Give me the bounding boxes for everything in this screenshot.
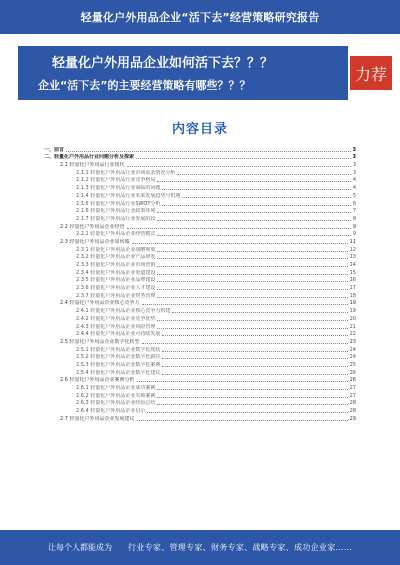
toc-entry[interactable] bbox=[44, 160, 356, 168]
toc-leader-dots bbox=[157, 328, 347, 329]
toc-entry-page: 27 bbox=[349, 392, 356, 399]
toc-entry[interactable] bbox=[44, 176, 356, 184]
toc-entry-label: 2.1.7 轻量化户外用品行业发展阶段 bbox=[76, 215, 156, 222]
toc-entry-label: 2.4.3 轻量化户外用品企业风险管理 bbox=[76, 323, 156, 330]
toc-entry-page: 9 bbox=[352, 223, 356, 230]
toc-entry-label: 2.5.2 轻量化户外用品企业数字化路径 bbox=[76, 354, 161, 361]
toc-entry[interactable] bbox=[44, 237, 356, 245]
toc-entry-page: 3 bbox=[352, 154, 356, 161]
toc-entry-page: 3 bbox=[352, 169, 356, 176]
toc-leader-dots bbox=[157, 389, 347, 390]
toc-entry-label: 2.5.4 轻量化户外用品企业数字化建议 bbox=[76, 369, 161, 376]
toc-entry-page: 8 bbox=[352, 215, 356, 222]
toc-entry-label: 2.2.1 轻量化户外用品企业经营模式 bbox=[76, 231, 156, 238]
toc-entry[interactable] bbox=[44, 345, 356, 353]
toc-entry-label: 2.2 轻量化户外用品企业经营 bbox=[60, 223, 125, 230]
toc-entry-page: 18 bbox=[349, 292, 356, 299]
toc-entry-label: 2.1.1 轻量化户外用品行业市场需求情况分析 bbox=[76, 169, 176, 176]
toc-entry-label: 2.3.4 轻量化户外用品企业渠道建设 bbox=[76, 269, 156, 276]
toc-entry-label: 2.1.6 轻量化户外用品行业政策环境 bbox=[76, 208, 156, 215]
top-banner bbox=[0, 0, 400, 34]
toc-entry[interactable] bbox=[44, 353, 356, 361]
toc-leader-dots bbox=[172, 312, 347, 313]
toc-entry-label: 2.6.3 轻量化户外用品企业经验总结 bbox=[76, 400, 156, 407]
toc-leader-dots bbox=[142, 304, 348, 305]
toc-entry-label: 2.4.1 轻量化户外用品企业核心竞争力构建 bbox=[76, 308, 171, 315]
toc-entry[interactable] bbox=[44, 260, 356, 268]
toc-leader-dots bbox=[157, 235, 350, 236]
footer-slogan-right: 行业专家、管理专家、财务专家、战略专家、成功企业家…… bbox=[128, 543, 353, 552]
toc-leader-dots bbox=[157, 220, 350, 221]
toc-leader-dots bbox=[136, 158, 351, 159]
toc-entry-page: 19 bbox=[349, 300, 356, 307]
toc-entry[interactable] bbox=[44, 291, 356, 299]
toc-entry[interactable] bbox=[44, 214, 356, 222]
toc-entry-page: 21 bbox=[349, 323, 356, 330]
toc-leader-dots bbox=[177, 174, 350, 175]
toc-entry[interactable] bbox=[44, 245, 356, 253]
toc-entry-page: 4 bbox=[352, 185, 356, 192]
toc-entry-page: 26 bbox=[349, 369, 356, 376]
toc-entry-label: 2.6.2 轻量化户外用品企业失败案例 bbox=[76, 392, 156, 399]
toc-leader-dots bbox=[137, 420, 348, 421]
recommend-stamp: 力荐 bbox=[350, 56, 392, 90]
toc-entry-label: 2.1.3 轻量化户外用品行业面临的问题 bbox=[76, 185, 161, 192]
toc-entry-label: 2.6.4 轻量化户外用品企业启示 bbox=[76, 408, 146, 415]
toc-entry-label: 2.1 轻量化户外用品行业现状 bbox=[60, 162, 125, 169]
toc-entry[interactable] bbox=[44, 283, 356, 291]
toc-heading: 内容目录 bbox=[171, 122, 228, 137]
toc-leader-dots bbox=[157, 320, 347, 321]
toc-entry-page: 15 bbox=[349, 269, 356, 276]
toc-entry-page: 12 bbox=[349, 246, 356, 253]
toc-entry[interactable] bbox=[44, 268, 356, 276]
toc-entry[interactable] bbox=[44, 276, 356, 284]
toc-entry[interactable] bbox=[44, 330, 356, 338]
table-of-contents bbox=[44, 145, 356, 422]
toc-leader-dots bbox=[132, 243, 348, 244]
toc-leader-dots bbox=[157, 258, 347, 259]
toc-leader-dots bbox=[182, 197, 350, 198]
report-title: 轻量化户外用品企业“活下去”经营策略研究报告 bbox=[80, 11, 320, 24]
toc-leader-dots bbox=[162, 351, 347, 352]
toc-entry[interactable] bbox=[44, 230, 356, 238]
toc-entry[interactable] bbox=[44, 314, 356, 322]
toc-entry-label: 2.3.2 轻量化户外用品企业产品研发 bbox=[76, 254, 156, 261]
toc-leader-dots bbox=[157, 281, 347, 282]
toc-leader-dots bbox=[157, 251, 347, 252]
toc-entry[interactable] bbox=[44, 222, 356, 230]
toc-entry-page: 28 bbox=[349, 408, 356, 415]
toc-entry-label: 2.3.7 轻量化户外用品企业财务管理 bbox=[76, 292, 156, 299]
toc-leader-dots bbox=[157, 212, 350, 213]
footer-slogan-left: 让每个人都能成为 bbox=[48, 543, 112, 552]
toc-leader-dots bbox=[137, 381, 348, 382]
toc-entry[interactable] bbox=[44, 376, 356, 384]
toc-entry-label: 2.3 轻量化户外用品企业如何做 bbox=[60, 238, 130, 245]
toc-entry-page: 6 bbox=[352, 200, 356, 207]
toc-entry[interactable] bbox=[44, 299, 356, 307]
toc-entry-label: 2.6.1 轻量化户外用品企业成功案例 bbox=[76, 385, 156, 391]
toc-entry-page: 23 bbox=[349, 338, 356, 345]
toc-entry-label: 二、轻量化户外用品行业问题分析及探索 bbox=[44, 154, 135, 161]
toc-entry-page: 24 bbox=[349, 354, 356, 361]
toc-entry-label: 2.3.3 轻量化户外用品企业市场营销 bbox=[76, 262, 156, 268]
toc-leader-dots bbox=[162, 366, 347, 367]
toc-entry-label: 2.5.1 轻量化户外用品企业数字化现状 bbox=[76, 346, 161, 353]
toc-entry[interactable] bbox=[44, 191, 356, 199]
toc-entry-label: 2.6 轻量化户外用品企业案例分析 bbox=[60, 377, 135, 384]
toc-entry-page: 5 bbox=[352, 192, 356, 199]
toc-leader-dots bbox=[157, 181, 350, 182]
toc-entry[interactable] bbox=[44, 199, 356, 207]
toc-entry-label: 2.5 轻量化户外用品企业数字化转型 bbox=[60, 338, 140, 345]
toc-entry-page: 17 bbox=[349, 285, 356, 292]
toc-entry[interactable] bbox=[44, 306, 356, 314]
toc-entry-page: 14 bbox=[349, 262, 356, 268]
toc-leader-dots bbox=[157, 297, 347, 298]
toc-leader-dots bbox=[147, 412, 347, 413]
toc-leader-dots bbox=[157, 289, 347, 290]
toc-entry-label: 2.3.5 轻量化户外用品企业品牌建设 bbox=[76, 277, 156, 284]
toc-entry[interactable] bbox=[44, 207, 356, 215]
toc-leader-dots bbox=[157, 274, 347, 275]
toc-leader-dots bbox=[127, 166, 351, 167]
toc-leader-dots bbox=[162, 205, 350, 206]
toc-entry-page: 9 bbox=[352, 231, 356, 238]
toc-leader-dots bbox=[142, 343, 348, 344]
toc-entry-page: 4 bbox=[352, 177, 356, 184]
toc-entry-label: 2.7 轻量化户外用品企业发展建议 bbox=[60, 415, 135, 422]
toc-entry-page: 11 bbox=[349, 238, 356, 245]
toc-entry[interactable] bbox=[44, 145, 356, 153]
toc-leader-dots bbox=[162, 335, 347, 336]
toc-entry-page: 3 bbox=[352, 146, 356, 153]
toc-leader-dots bbox=[66, 151, 351, 152]
toc-leader-dots bbox=[157, 404, 347, 405]
toc-entry-page: 13 bbox=[349, 254, 356, 261]
toc-entry[interactable] bbox=[44, 183, 356, 191]
toc-entry[interactable] bbox=[44, 383, 356, 391]
toc-entry[interactable] bbox=[44, 337, 356, 345]
bottom-banner bbox=[0, 530, 400, 565]
toc-entry[interactable] bbox=[44, 399, 356, 407]
sub-question: 企业“活下去”的主要经营策略有哪些？？？ bbox=[38, 79, 251, 92]
toc-entry-page: 24 bbox=[349, 346, 356, 353]
toc-entry[interactable] bbox=[44, 360, 356, 368]
toc-leader-dots bbox=[162, 189, 350, 190]
toc-entry[interactable] bbox=[44, 368, 356, 376]
toc-entry-label: 2.4.2 轻量化户外用品企业竞争优势 bbox=[76, 315, 156, 322]
toc-entry-label: 一、前言 bbox=[44, 146, 65, 153]
toc-entry-page: 28 bbox=[349, 400, 356, 407]
toc-leader-dots bbox=[157, 266, 347, 267]
toc-entry-label: 2.1.4 轻量化户外用品行业未来发展趋势与机遇 bbox=[76, 192, 181, 199]
toc-entry-page: 22 bbox=[349, 331, 356, 338]
toc-entry-label: 2.5.3 轻量化户外用品企业数字化案例 bbox=[76, 361, 161, 368]
toc-entry-label: 2.4.4 轻量化户外用品企业可持续发展 bbox=[76, 331, 161, 338]
toc-entry-label: 2.4 轻量化户外用品企业核心竞争力 bbox=[60, 300, 140, 307]
toc-entry[interactable] bbox=[44, 153, 356, 161]
toc-entry[interactable] bbox=[44, 406, 356, 414]
toc-entry-page: 16 bbox=[349, 277, 356, 284]
toc-entry-page: 7 bbox=[352, 208, 356, 215]
toc-entry-page: 3 bbox=[352, 162, 356, 169]
toc-entry-page: 20 bbox=[349, 315, 356, 322]
toc-entry[interactable] bbox=[44, 253, 356, 261]
toc-entry[interactable] bbox=[44, 322, 356, 330]
toc-entry-page: 19 bbox=[349, 308, 356, 315]
toc-entry-page: 26 bbox=[349, 377, 356, 384]
toc-leader-dots bbox=[127, 228, 351, 229]
toc-entry-label: 2.3.6 轻量化户外用品企业人才建设 bbox=[76, 285, 156, 292]
toc-entry-label: 2.3.1 轻量化户外用品企业战略规划 bbox=[76, 246, 156, 253]
toc-entry[interactable] bbox=[44, 414, 356, 422]
toc-entry-label: 2.1.2 轻量化户外用品行业竞争格局 bbox=[76, 177, 156, 184]
toc-entry[interactable] bbox=[44, 168, 356, 176]
main-question: 轻量化户外用品企业如何活下去？？？ bbox=[52, 56, 274, 71]
toc-entry-page: 25 bbox=[349, 361, 356, 368]
toc-leader-dots bbox=[162, 358, 347, 359]
toc-leader-dots bbox=[157, 397, 347, 398]
toc-entry-page: 29 bbox=[349, 415, 356, 422]
toc-entry[interactable] bbox=[44, 391, 356, 399]
toc-entry-page: 27 bbox=[349, 385, 356, 391]
toc-leader-dots bbox=[162, 374, 347, 375]
toc-entry-label: 2.1.5 轻量化户外用品行业SWOT分析 bbox=[76, 200, 161, 207]
